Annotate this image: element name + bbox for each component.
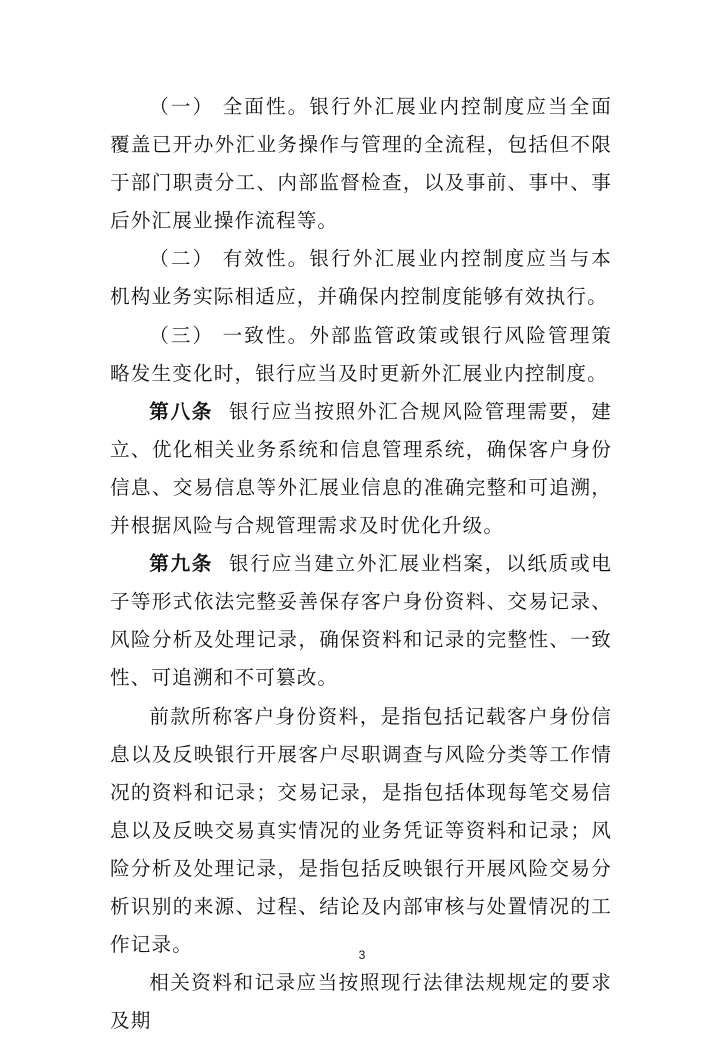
paragraph-article-8 — [110, 393, 612, 545]
article-number: 第八条 — [149, 399, 214, 423]
paragraph-article-9 — [110, 545, 612, 697]
paragraph-text: 相关资料和记录应当按照现行法律法规规定的要求及期 — [110, 971, 612, 1033]
paragraph-text: 银行应当建立外汇展业档案，以纸质或电子等形式依法完整妥善保存客户身份资料、交易记录、风险分析及处理记录，确保资料和记录的完整性、一致性、可追溯和不可篡改。 — [110, 552, 613, 690]
paragraph-principle-comprehensive — [110, 88, 612, 240]
paragraph-text: 银行应当按照外汇合规风险管理需要，建立、优化相关业务系统和信息管理系统，确保客户身份信息、交易信息等外汇展业信息的准确完整和可追溯，并根据风险与合规管理需求及时优化升级。 — [110, 399, 613, 538]
paragraph-text: 前款所称客户身份资料，是指包括记载客户身份信息以及反映银行开展客户尽职调查与风险分类等工作情况的资料和记录；交易记录，是指包括体现每笔交易信息以及反映交易真实情况的业务凭证等资料和记录；风险分析及处理记录，是指包括反映银行开展风险交易分析识别的来源、过程、结论及内部审核与处置情况的工作记录。 — [110, 704, 612, 957]
document-body — [110, 88, 612, 1040]
paragraph-retention — [110, 964, 612, 1040]
paragraph-principle-effective — [110, 240, 612, 316]
paragraph-text: （二） 有效性。银行外汇展业内控制度应当与本机构业务实际相适应，并确保内控制度能够有效执行。 — [110, 247, 612, 309]
paragraph-text: （一） 全面性。银行外汇展业内控制度应当全面覆盖已开办外汇业务操作与管理的全流程，包括但不限于部门职责分工、内部监督检查，以及事前、事中、事后外汇展业操作流程等。 — [110, 95, 612, 233]
article-number: 第九条 — [149, 552, 214, 576]
paragraph-principle-consistent — [110, 317, 612, 393]
paragraph-definitions — [110, 698, 612, 965]
paragraph-text: （三） 一致性。外部监管政策或银行风险管理策略发生变化时，银行应当及时更新外汇展业内控制度。 — [110, 323, 612, 385]
page-number: 3 — [358, 948, 366, 962]
